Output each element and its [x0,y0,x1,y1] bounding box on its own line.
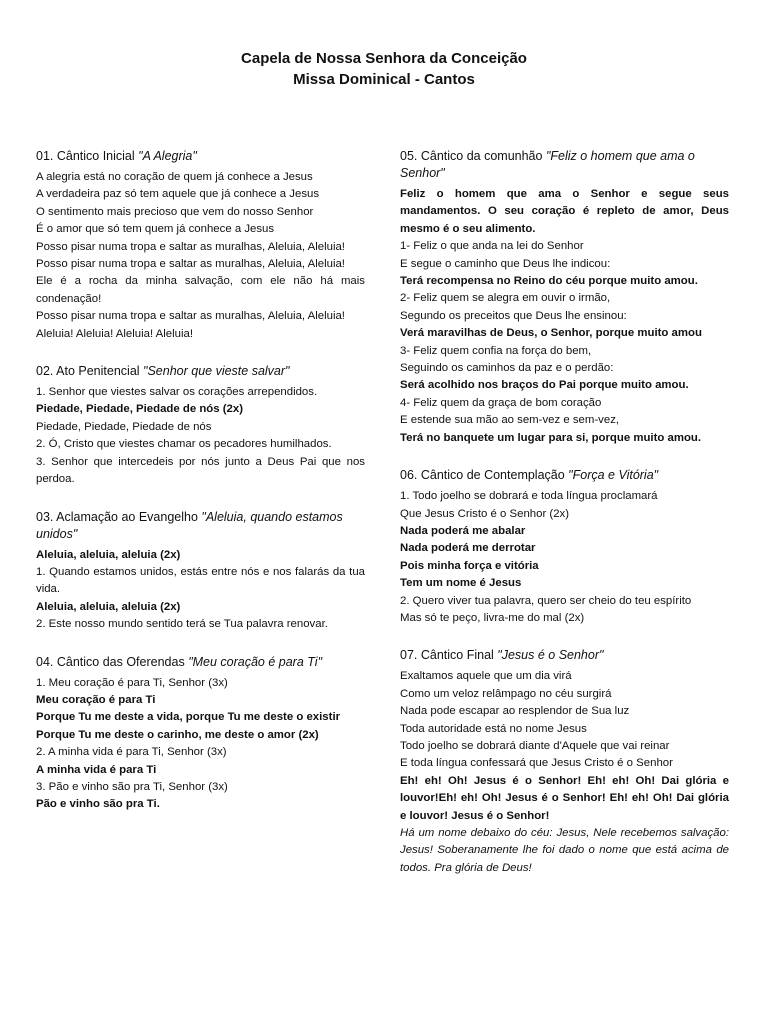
lyric-line: A minha vida é para Ti [36,763,157,776]
lyric-line: Toda autoridade está no nome Jesus [400,722,587,735]
lyric-line: Nada poderá me derrotar [400,542,536,555]
lyric-line: 1- Feliz o que anda na lei do Senhor [400,240,584,253]
hymn-title-subtitle: "Senhor que vieste salvar" [143,364,290,379]
lyric-line: E estende sua mão ao sem-vez e sem-vez, [400,414,620,427]
hymn-title-text: 04. Cântico das Oferendas [36,654,189,669]
hymn-title-text: 05. Cântico da comunhão [400,149,546,163]
lyric-line: Há um nome debaixo do céu: Jesus, Nele recebemos salvação: Jesus! Soberanamente lhe foi dado o nome que está acima de todos. Pra glória de Deus! [400,827,729,874]
lyric-line: Terá no banquete um lugar para si, porque muito amou. [400,431,702,444]
hymn-title-subtitle: "Meu coração é para Ti" [188,654,323,669]
lyric-line: Tem um nome é Jesus [400,577,522,590]
lyric-line: Eh! eh! Oh! Jesus é o Senhor! Eh! eh! Oh! Dai glória e louvor!Eh! eh! Oh! Jesus é o Senhor! Eh! eh! Oh! Dai glória e louvor! Jesus é o Senhor! [400,774,729,822]
document-header [0,48,768,90]
lyric-line: Será acolhido nos braços do Pai porque muito amou. [400,379,689,392]
hymn-title-text: 07. Cântico Final [400,648,498,663]
hymn-section-s01 [36,148,365,343]
hymn-title-subtitle: "Jesus é o Senhor" [497,648,604,663]
lyric-line: Verá maravilhas de Deus, o Senhor, porque muito amou [400,327,702,340]
lyric-line: 2. A minha vida é para Ti, Senhor (3x) [36,746,227,759]
lyric-line: Segundo os preceitos que Deus lhe ensinou: [400,309,627,322]
lyric-line: Aleluia, aleluia, aleluia (2x) [36,548,181,561]
lyric-line: 2. Quero viver tua palavra, quero ser cheio do teu espírito [400,594,692,607]
lyric-line: 2. Ó, Cristo que viestes chamar os pecadores humilhados. [36,438,332,451]
lyric-line: Pão e vinho são pra Ti. [36,798,160,811]
hymn-title-text: 01. Cântico Inicial [36,149,139,163]
lyric-line: 1. Senhor que viestes salvar os corações arrependidos. [36,386,318,399]
hymn-title [36,509,365,543]
hymn-title-subtitle: "Força e Vitória" [568,468,659,483]
left-column [36,148,365,834]
lyric-line: A alegria está no coração de quem já conhece a Jesus [36,171,313,183]
lyric-line: A verdadeira paz só tem aquele que já conhece a Jesus [36,188,320,201]
hymn-title-text: 02. Ato Penitencial [36,364,144,379]
hymn-section-s07 [400,647,729,877]
lyric-line: Pois minha força e vitória [400,559,539,572]
hymn-section-s03 [36,509,365,634]
lyric-line: E toda língua confessará que Jesus Cristo é o Senhor [400,757,673,770]
lyric-line: Mas só te peço, livra-me do mal (2x) [400,611,585,624]
lyric-line: 3. Pão e vinho são pra Ti, Senhor (3x) [36,780,228,793]
lyric-line: 2. Este nosso mundo sentido terá se Tua palavra renovar. [36,618,328,631]
document-subtitle: Missa Dominical - Cantos [293,71,475,88]
lyric-line: Aleluia! Aleluia! Aleluia! Aleluia! [36,327,194,340]
hymn-section-s02 [36,363,365,488]
lyric-line: Seguindo os caminhos da paz e o perdão: [400,362,614,375]
lyric-line: 3- Feliz quem confia na força do bem, [400,344,592,357]
hymn-title-text: 06. Cântico de Contemplação [400,468,569,483]
lyric-line: Posso pisar numa tropa e saltar as muralhas, Aleluia, Aleluia! [36,258,345,271]
lyric-line: Porque Tu me deste o carinho, me deste o amor (2x) [36,728,319,741]
lyric-line: Todo joelho se dobrará diante d'Aquele que vai reinar [400,739,670,752]
lyric-line: O sentimento mais precioso que vem do nosso Senhor [36,205,314,218]
lyric-line: 1. Quando estamos unidos, estás entre nós e nos falarás da tua vida. [36,565,365,596]
hymn-section-s06 [400,467,729,627]
hymn-section-s05 [400,148,729,447]
lyric-line: 3. Senhor que intercedeis por nós junto a Deus Pai que nos perdoa. [36,455,365,486]
lyric-line: Exaltamos aquele que um dia virá [400,670,572,683]
hymn-title [36,363,365,380]
hymn-section-s04 [36,654,365,814]
lyric-line: É o amor que só tem quem já conhece a Jesus [36,223,275,236]
lyric-line: Meu coração é para Ti [36,693,156,706]
hymn-title-subtitle: "A Alegria" [138,149,197,163]
hymn-title-subtitle: "Aleluia, quando estamos unidos" [36,509,343,541]
hymn-title-subtitle: "Feliz o homem que ama o Senhor" [400,149,695,180]
hymn-title-text: 03. Aclamação ao Evangelho [36,509,202,524]
right-column [400,148,729,897]
lyric-line: 2- Feliz quem se alegra em ouvir o irmão, [400,292,611,305]
lyric-line: Piedade, Piedade, Piedade de nós [36,420,212,433]
lyric-line: Feliz o homem que ama o Senhor e segue seus mandamentos. O seu coração é repleto de amor, Deus mesmo é o seu alimento. [400,188,729,235]
lyric-line: E segue o caminho que Deus lhe indicou: [400,257,611,270]
hymn-title [36,654,365,671]
lyric-line: 1. Meu coração é para Ti, Senhor (3x) [36,676,228,689]
hymn-title [400,647,729,664]
lyric-line: Posso pisar numa tropa e saltar as muralhas, Aleluia, Aleluia! [36,240,345,253]
lyric-line: Ele é a rocha da minha salvação, com ele não há mais condenação! [36,275,365,305]
document-title: Capela de Nossa Senhora da Conceição [241,50,527,67]
hymn-title [36,148,365,165]
lyric-line: Piedade, Piedade, Piedade de nós (2x) [36,403,244,416]
lyric-line: 4- Feliz quem da graça de bom coração [400,396,602,409]
lyric-line: Como um veloz relâmpago no céu surgirá [400,687,612,700]
lyric-line: Posso pisar numa tropa e saltar as muralhas, Aleluia, Aleluia! [36,310,345,323]
hymn-title [400,467,729,484]
lyric-line: Que Jesus Cristo é o Senhor (2x) [400,507,570,520]
lyric-line: Porque Tu me deste a vida, porque Tu me deste o existir [36,711,341,724]
lyric-line: Aleluia, aleluia, aleluia (2x) [36,600,181,613]
lyric-line: 1. Todo joelho se dobrará e toda língua proclamará [400,490,658,503]
lyric-line: Nada poderá me abalar [400,524,526,537]
lyric-line: Nada pode escapar ao resplendor de Sua luz [400,705,630,718]
hymn-title [400,148,729,182]
lyric-line: Terá recompensa no Reino do céu porque muito amou. [400,275,698,288]
